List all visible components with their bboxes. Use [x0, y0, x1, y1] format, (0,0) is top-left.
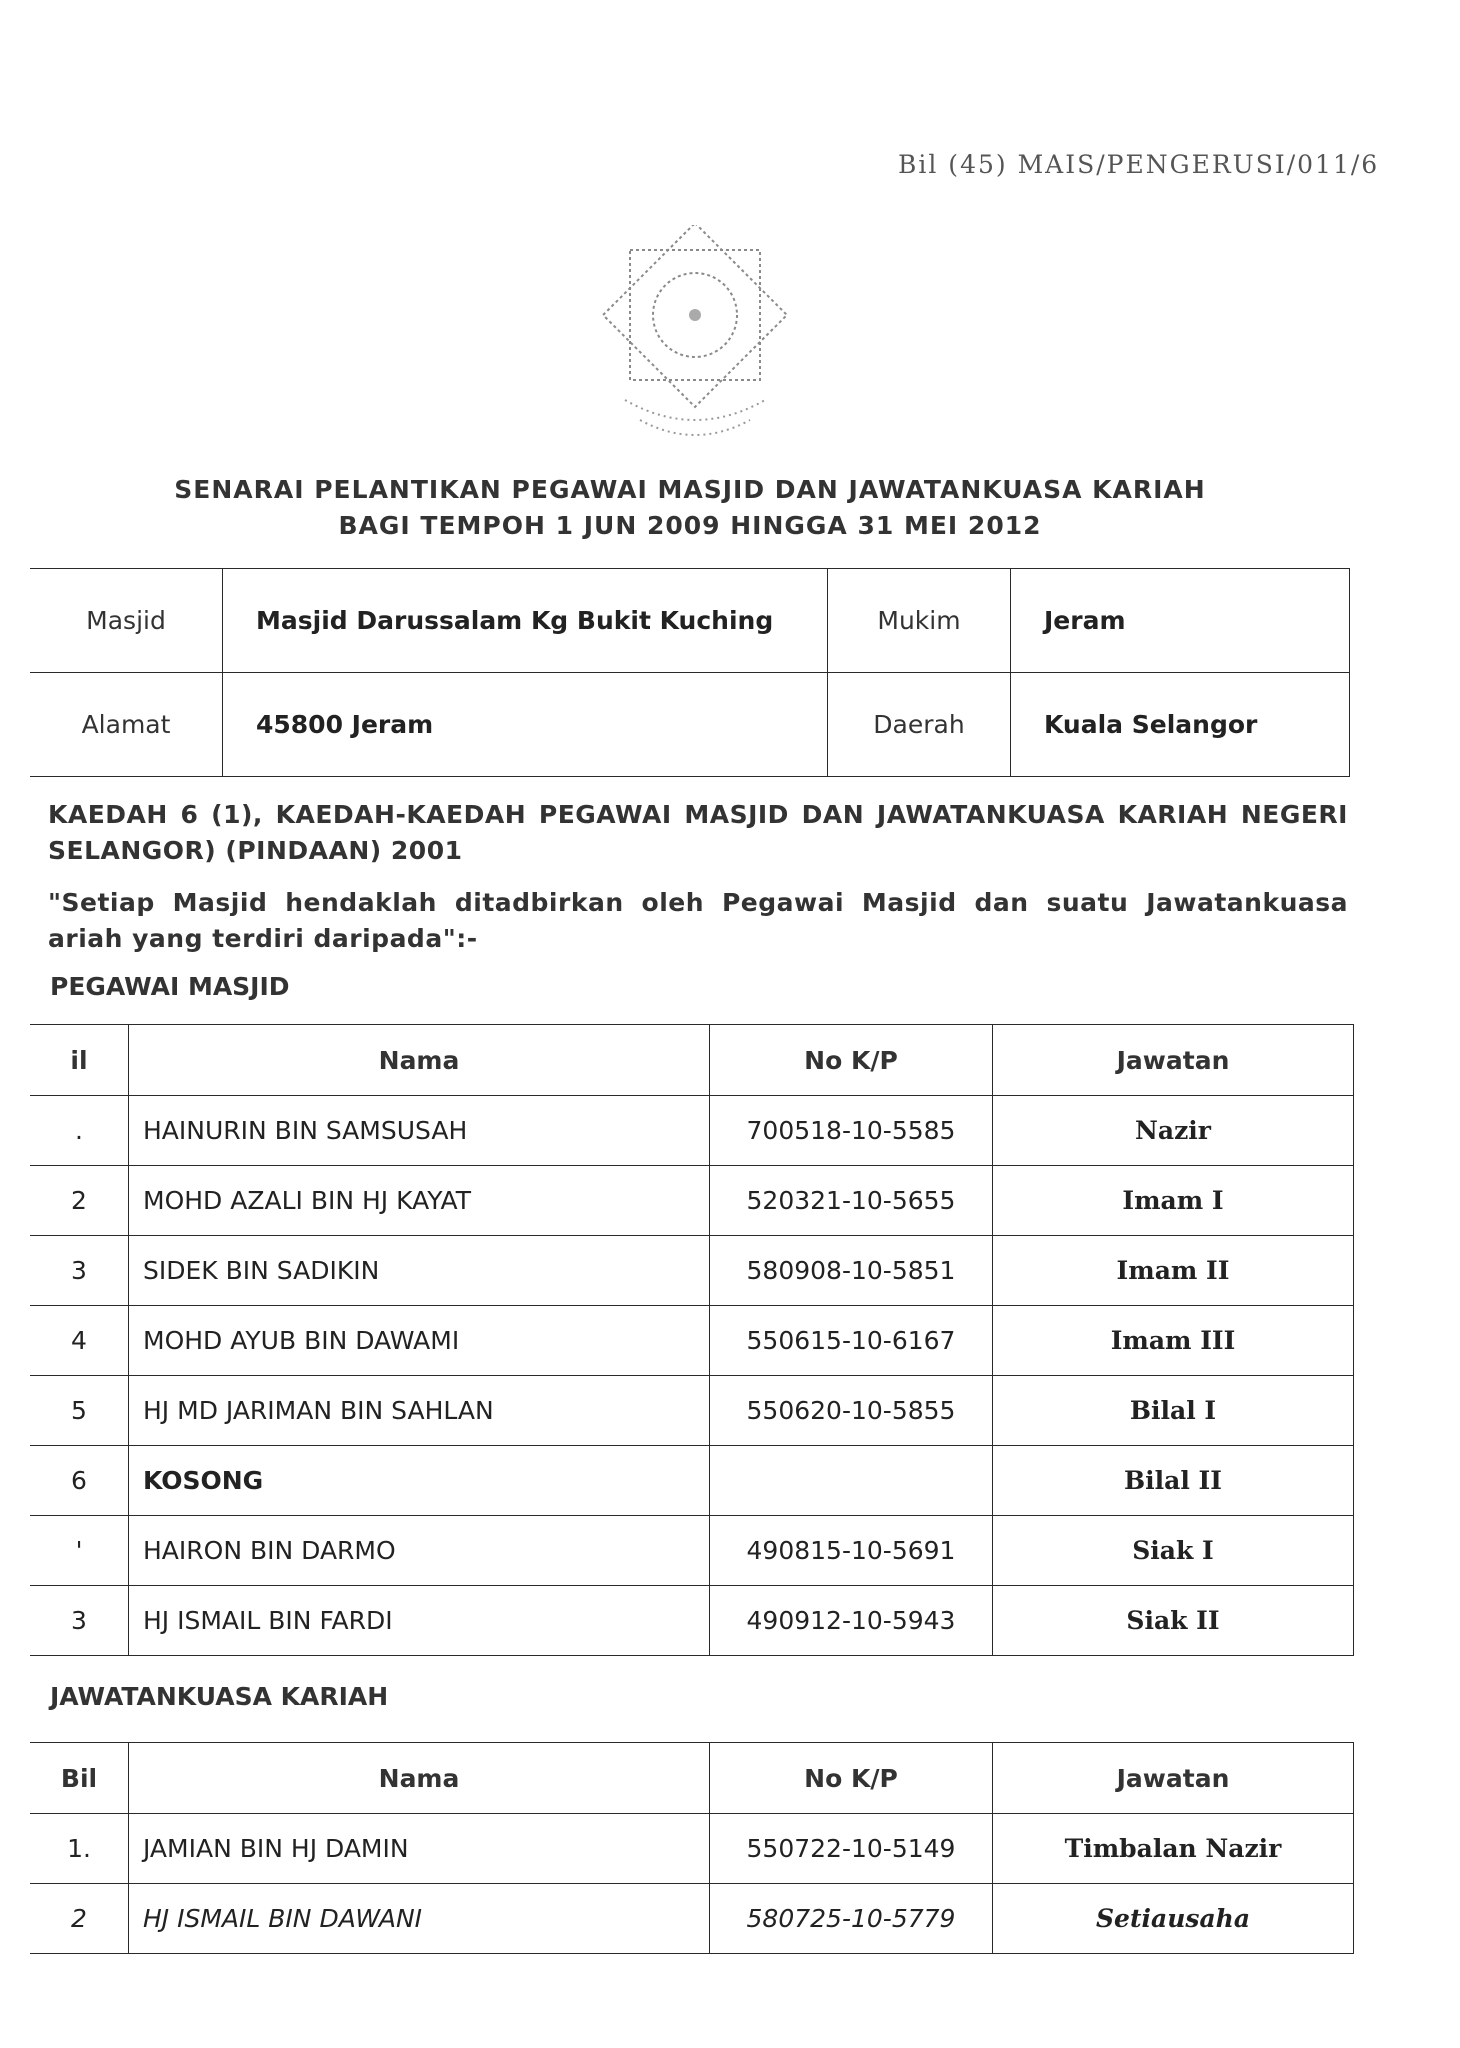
- row-jawatan: Setiausaha: [993, 1884, 1354, 1954]
- table-row: [30, 1586, 1354, 1656]
- title-line-1: SENARAI PELANTIKAN PEGAWAI MASJID DAN JAWATANKUASA KARIAH: [174, 475, 1206, 504]
- table-row: [30, 1884, 1354, 1954]
- header-bil: il: [30, 1025, 129, 1096]
- row-nokp: 700518-10-5585: [710, 1096, 993, 1166]
- mukim-value: Jeram: [1011, 569, 1350, 673]
- row-nama: HAIRON BIN DARMO: [129, 1516, 710, 1586]
- table-row: [30, 1236, 1354, 1306]
- row-nokp: 550615-10-6167: [710, 1306, 993, 1376]
- header-nokp: No K/P: [710, 1743, 993, 1814]
- title-line-2: BAGI TEMPOH 1 JUN 2009 HINGGA 31 MEI 2012: [338, 511, 1042, 540]
- row-jawatan: Imam II: [993, 1236, 1354, 1306]
- header-jawatan: Jawatan: [993, 1025, 1354, 1096]
- row-bil: 6: [30, 1446, 129, 1516]
- row-bil: 2: [30, 1166, 129, 1236]
- table-row: [30, 1096, 1354, 1166]
- table-row: [30, 1376, 1354, 1446]
- row-nokp: 520321-10-5655: [710, 1166, 993, 1236]
- header-nama: Nama: [129, 1025, 710, 1096]
- row-jawatan: Timbalan Nazir: [993, 1814, 1354, 1884]
- row-jawatan: Siak I: [993, 1516, 1354, 1586]
- row-jawatan: Imam I: [993, 1166, 1354, 1236]
- row-nama: SIDEK BIN SADIKIN: [129, 1236, 710, 1306]
- jawatankuasa-section-heading: JAWATANKUASA KARIAH: [50, 1682, 389, 1711]
- table-header-row: [30, 1743, 1354, 1814]
- row-bil: 5: [30, 1376, 129, 1446]
- table-row: [30, 1814, 1354, 1884]
- row-nokp: 580725-10-5779: [710, 1884, 993, 1954]
- row-nama: HJ ISMAIL BIN DAWANI: [129, 1884, 710, 1954]
- table-row: [30, 1516, 1354, 1586]
- row-bil: 1.: [30, 1814, 129, 1884]
- row-nama: HAINURIN BIN SAMSUSAH: [129, 1096, 710, 1166]
- row-nama: HJ MD JARIMAN BIN SAHLAN: [129, 1376, 710, 1446]
- masjid-label: Masjid: [30, 569, 223, 673]
- row-jawatan: Bilal I: [993, 1376, 1354, 1446]
- mukim-label: Mukim: [828, 569, 1011, 673]
- alamat-value: 45800 Jeram: [223, 673, 828, 777]
- row-nokp: 580908-10-5851: [710, 1236, 993, 1306]
- row-bil: 2: [30, 1884, 129, 1954]
- jawatankuasa-table: [30, 1742, 1354, 1954]
- row-bil: .: [30, 1096, 129, 1166]
- row-nokp: 490912-10-5943: [710, 1586, 993, 1656]
- mosque-info-table: [30, 568, 1350, 777]
- info-row-alamat: [30, 673, 1350, 777]
- row-nokp: 550620-10-5855: [710, 1376, 993, 1446]
- row-bil: 3: [30, 1586, 129, 1656]
- rule-quote: "Setiap Masjid hendaklah ditadbirkan oleh Pegawai Masjid dan suatu Jawatankuasa ariah yang terdiri daripada":-: [48, 888, 1348, 953]
- header-bil: Bil: [30, 1743, 129, 1814]
- row-nokp: 490815-10-5691: [710, 1516, 993, 1586]
- row-jawatan: Imam III: [993, 1306, 1354, 1376]
- row-bil: 3: [30, 1236, 129, 1306]
- reference-number: Bil (45) MAIS/PENGERUSI/011/6: [898, 150, 1380, 179]
- row-bil: 4: [30, 1306, 129, 1376]
- row-nama: HJ ISMAIL BIN FARDI: [129, 1586, 710, 1656]
- table-header-row: [30, 1025, 1354, 1096]
- row-nama: MOHD AZALI BIN HJ KAYAT: [129, 1166, 710, 1236]
- header-jawatan: Jawatan: [993, 1743, 1354, 1814]
- row-nokp: [710, 1446, 993, 1516]
- table-row: [30, 1166, 1354, 1236]
- pegawai-section-heading: PEGAWAI MASJID: [50, 972, 290, 1001]
- masjid-value: Masjid Darussalam Kg Bukit Kuching: [223, 569, 828, 673]
- header-nama: Nama: [129, 1743, 710, 1814]
- alamat-label: Alamat: [30, 673, 223, 777]
- row-jawatan: Bilal II: [993, 1446, 1354, 1516]
- header-nokp: No K/P: [710, 1025, 993, 1096]
- table-row: [30, 1446, 1354, 1516]
- document-title: [0, 472, 1380, 544]
- table-row: [30, 1306, 1354, 1376]
- row-jawatan: Nazir: [993, 1096, 1354, 1166]
- rule-heading: KAEDAH 6 (1), KAEDAH-KAEDAH PEGAWAI MASJID DAN JAWATANKUASA KARIAH NEGERI SELANGOR) (PINDAAN) 2001: [48, 800, 1348, 865]
- daerah-value: Kuala Selangor: [1011, 673, 1350, 777]
- row-jawatan: Siak II: [993, 1586, 1354, 1656]
- row-nama: JAMIAN BIN HJ DAMIN: [129, 1814, 710, 1884]
- row-nama: MOHD AYUB BIN DAWAMI: [129, 1306, 710, 1376]
- row-nama: KOSONG: [129, 1446, 710, 1516]
- row-bil: ': [30, 1516, 129, 1586]
- info-row-masjid: [30, 569, 1350, 673]
- row-nokp: 550722-10-5149: [710, 1814, 993, 1884]
- daerah-label: Daerah: [828, 673, 1011, 777]
- official-seal: [585, 225, 805, 455]
- pegawai-table: [30, 1024, 1354, 1656]
